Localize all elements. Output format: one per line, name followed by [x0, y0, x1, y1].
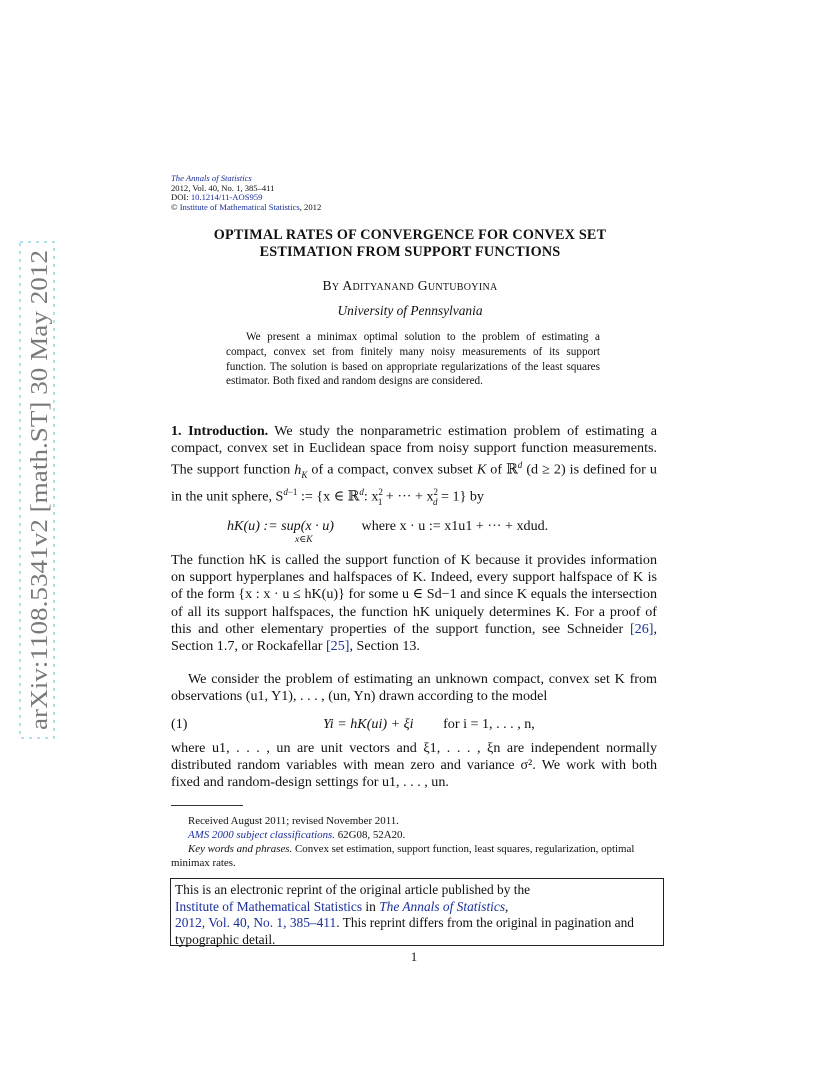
formula-lhs: hK(u) := sup(x · u) [227, 518, 334, 534]
intro-text-5: := {x ∈ ℝ [300, 488, 360, 505]
arxiv-stamp [18, 240, 56, 740]
reprint-in: in [362, 898, 380, 914]
reprint-line-1: This is an electronic reprint of the original article published by the [175, 882, 531, 897]
keywords-text: Convex set estimation, support function, least squares, regularization, optimal minimax rates. [171, 843, 635, 869]
doi-link[interactable]: 10.1214/11-AOS959 [190, 192, 263, 203]
arxiv-stamp-text[interactable]: arXiv:1108.5341v2 [math.ST] 30 May 2012 [27, 305, 53, 730]
reprint-notice-box [170, 878, 664, 946]
keywords [171, 842, 657, 870]
reprint-journal-link[interactable]: The Annals of Statistics [379, 898, 506, 914]
reprint-rest: . This reprint differs from the original in pagination and typographic detail. [175, 915, 634, 947]
intro-paragraph: 1. Introduction. We study the nonparametric estimation problem of estimating a compact, convex set in Euclidean space from noisy support function measurements. The support function $h_K$ of a compact, convex subset K of ℝ$^d$ (d ≥ 2) is defined for u in the unit sphere, $S^{d-1}$ := {x ∈ ℝ$^d$: $x^2_1$ + ··· + $x^2_d = 1$} by [171, 423, 657, 507]
page-number: 1 [410, 950, 418, 964]
intro-text-7: + ··· + x [385, 488, 434, 505]
ams-classification [171, 828, 657, 842]
equation-number: (1) [171, 716, 188, 732]
math-k: K [476, 462, 487, 479]
paragraph-design: where u1, . . . , un are unit vectors and ξ1, . . . , ξn are independent normally distributed random variables with mean zero and variance σ². We work with both fixed and random-design settings for u1, . . . , un. [171, 740, 657, 791]
copyright-line [171, 203, 321, 213]
footnotes [171, 814, 657, 870]
formula-subscript: x∈K [295, 535, 313, 545]
para2-text-a: The function hK is called the support function of K because it provides information on support hyperplanes and halfspaces of K. Indeed, every support halfspace of K is of the form {x : x · u ≤ hK(u)} for some u ∈ Sd−1 and since K equals the intersection of all its support halfspaces, the function hK uniquely determines K. For a proof of this and other elementary properties of the support function, see Schneider [171, 552, 657, 637]
journal-name[interactable]: The Annals of Statistics [171, 173, 252, 183]
copyright-year: , 2012 [299, 201, 322, 212]
reprint-org-link[interactable]: Institute of Mathematical Statistics [175, 898, 363, 914]
intro-text-4: (d ≥ 2) is defined for u in the unit sphere, S [171, 462, 657, 505]
math-hk: $h_K$ [294, 462, 308, 480]
intro-text-3: of ℝ [490, 462, 518, 479]
paragraph-support-function [171, 552, 657, 655]
copyright-icon: © [171, 201, 178, 212]
author: By Adityanand Guntuboyina [322, 278, 498, 293]
intro-text-6: : x [363, 488, 379, 505]
para2-text-b: , Section 1.7, or Rockafellar [171, 620, 657, 655]
ref-rockafellar-link[interactable]: [25] [325, 638, 350, 655]
intro-text-2: of a compact, convex subset [311, 462, 473, 479]
title-line-2: ESTIMATION FROM SUPPORT FUNCTIONS [259, 244, 561, 260]
affiliation: University of Pennsylvania [337, 303, 483, 318]
abstract: We present a minimax optimal solution to the problem of estimating a compact, convex set from finitely many noisy measurements of its support function. The solution is based on appropriate regularizations of the least squares estimator. Both fixed and random designs are considered. [226, 331, 600, 388]
ref-schneider-link[interactable]: [26] [629, 620, 654, 637]
formula-rhs: where x · u := x1u1 + ··· + xdud. [361, 518, 549, 534]
title-line-1: OPTIMAL RATES OF CONVERGENCE FOR CONVEX SET [213, 227, 607, 243]
ams-link[interactable]: AMS 2000 subject classifications. [188, 829, 336, 841]
reprint-citation-link[interactable]: 2012, Vol. 40, No. 1, 385–411 [175, 915, 337, 931]
equation-model [323, 716, 535, 733]
support-function-definition [227, 518, 549, 545]
equation-body: Yi = hK(ui) + ξi [323, 716, 414, 732]
journal-header [171, 174, 321, 212]
reprint-comma: , [505, 898, 509, 914]
para2-text-c: , Section 13. [349, 638, 420, 655]
keywords-label: Key words and phrases. [188, 843, 293, 855]
copyright-org-link[interactable]: Institute of Mathematical Statistics [179, 201, 300, 212]
intro-text-8: = 1} by [441, 488, 484, 505]
intro-text-1: We study the nonparametric estimation problem of estimating a compact, convex set in Euclidean space from noisy support function measurements. The support function [171, 423, 657, 479]
received-dates: Received August 2011; revised November 2011. [188, 815, 399, 827]
volume-info: 2012, Vol. 40, No. 1, 385–411 [171, 182, 275, 193]
equation-condition: for i = 1, . . . , n, [443, 716, 535, 732]
section-heading: 1. Introduction. [171, 423, 269, 439]
paper-title [150, 227, 670, 261]
doi-label: DOI: [171, 192, 189, 203]
paragraph-model: We consider the problem of estimating an unknown compact, convex set K from observations (u1, Y1), . . . , (un, Yn) drawn according to the model [171, 671, 657, 705]
arxiv-stamp-graphic [18, 240, 56, 740]
footnote-divider [171, 805, 243, 806]
ams-codes: 62G08, 52A20. [335, 829, 406, 841]
